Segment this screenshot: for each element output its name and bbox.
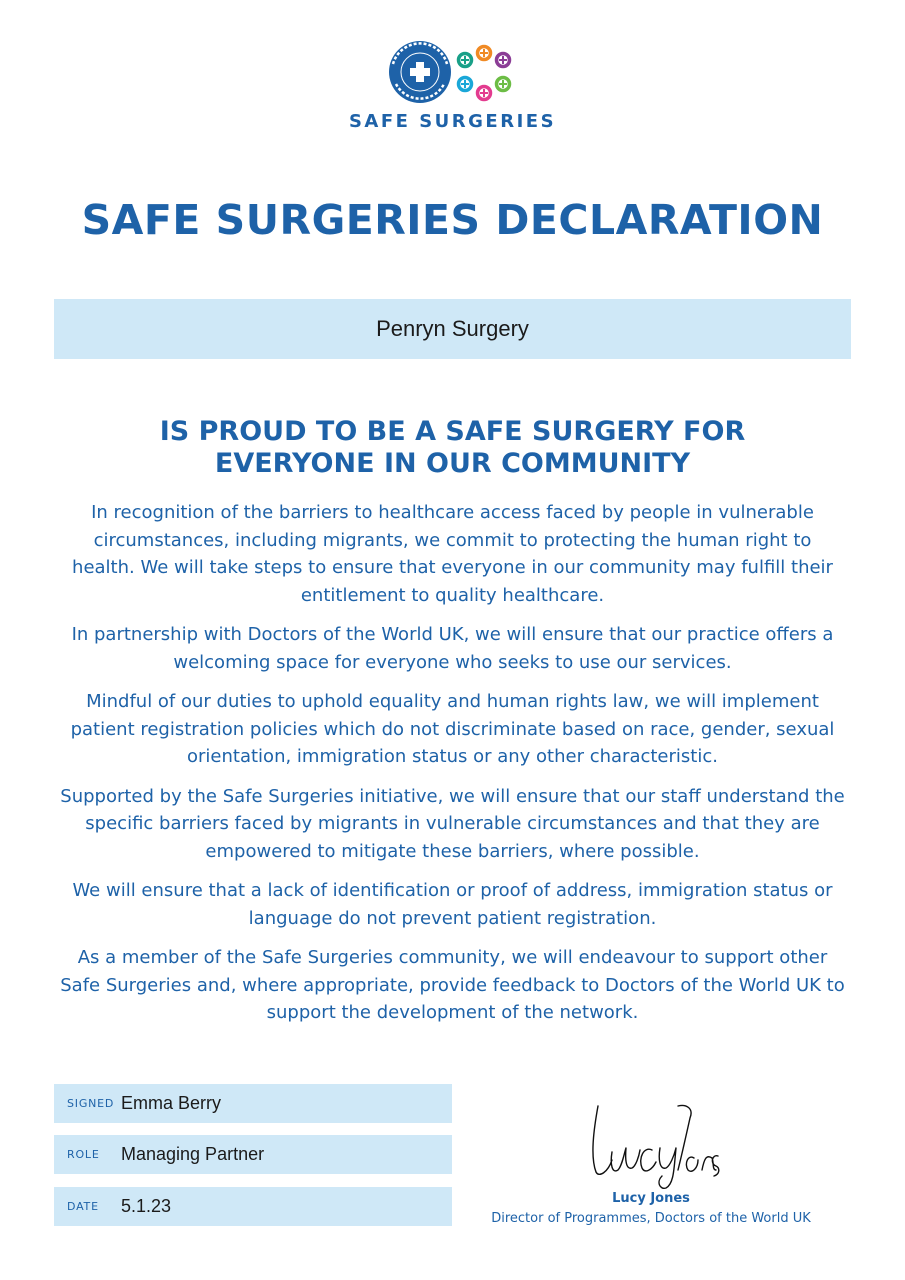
paragraph: In partnership with Doctors of the World UK, we will ensure that our practice offers a welcoming space for everyone who seeks to use our services. bbox=[71, 624, 834, 673]
signed-value: Emma Berry bbox=[121, 1093, 222, 1113]
signed-label: SIGNED bbox=[67, 1097, 115, 1110]
signed-field bbox=[54, 1084, 452, 1123]
logo-marks bbox=[388, 40, 518, 104]
paragraph: We will ensure that a lack of identification or proof of address, immigration status or language do not prevent patient registration. bbox=[72, 880, 833, 929]
doctors-of-the-world-seal-icon bbox=[389, 41, 451, 103]
date-field bbox=[54, 1187, 452, 1226]
logo-wordmark: SAFE SURGERIES bbox=[348, 111, 557, 132]
role-value: Managing Partner bbox=[121, 1144, 265, 1164]
practice-name-box bbox=[54, 299, 851, 359]
paragraph: Supported by the Safe Surgeries initiative, we will ensure that our staff understand the specific barriers faced by migrants in vulnerable circumstances and that they are empowered to mitigate these barriers, where possible. bbox=[60, 785, 845, 862]
page-title: SAFE SURGERIES DECLARATION bbox=[81, 196, 824, 244]
practice-name: Penryn Surgery bbox=[376, 316, 529, 341]
paragraph: In recognition of the barriers to healthcare access faced by people in vulnerable circumstances, including migrants, we commit to protecting the human right to health. We will take steps to ensure that everyone in our community may fulfill their entitlement to quality healthcare. bbox=[72, 502, 833, 606]
signatory-title: Director of Programmes, Doctors of the World UK bbox=[491, 1211, 811, 1226]
role-field bbox=[54, 1135, 452, 1174]
signatory-name: Lucy Jones bbox=[612, 1191, 690, 1206]
role-label: ROLE bbox=[67, 1148, 100, 1161]
paragraph: As a member of the Safe Surgeries community, we will endeavour to support other Safe Surgeries and, where appropriate, provide feedback to Doctors of the World UK to support the development of the network. bbox=[60, 947, 845, 1023]
paragraph: Mindful of our duties to uphold equality and human rights law, we will implement patient registration policies which do not discriminate based on race, gender, sexual orientation, immigration status or any other characteristic. bbox=[70, 691, 835, 767]
header-logo bbox=[0, 40, 905, 135]
subheading-line-2: EVERYONE IN OUR COMMUNITY bbox=[214, 448, 691, 479]
date-label: DATE bbox=[67, 1200, 99, 1213]
subheading-line-1: IS PROUD TO BE A SAFE SURGERY FOR bbox=[159, 416, 746, 447]
declaration-subheading bbox=[0, 416, 905, 480]
declaration-body bbox=[60, 499, 845, 1039]
date-value: 5.1.23 bbox=[121, 1196, 172, 1216]
handwritten-signature bbox=[582, 1098, 722, 1190]
safe-surgeries-petals-icon bbox=[459, 47, 510, 100]
